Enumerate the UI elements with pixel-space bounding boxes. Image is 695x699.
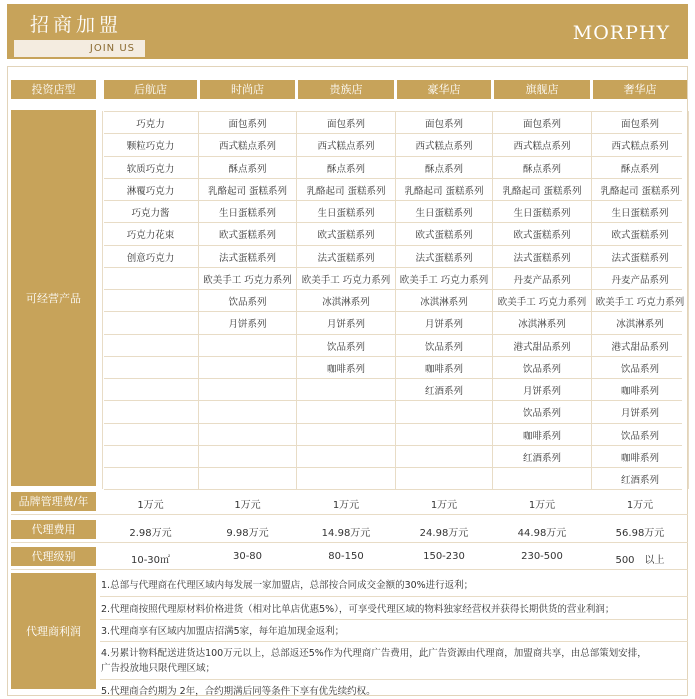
grid-line [104, 334, 682, 335]
products-label: 可经营产品 [11, 110, 96, 486]
product-item: 西式糕点系列 [317, 141, 375, 153]
grid-line [11, 514, 688, 515]
store-type-header: 时尚店 [200, 80, 295, 99]
store-type-header: 贵族店 [298, 80, 394, 99]
product-item: 咖啡系列 [522, 430, 561, 442]
product-item: 冰淇淋系列 [322, 297, 370, 308]
benefit-item: 广告投放地只限代理区域； [101, 663, 216, 674]
benefit-item: 5.代理商合约期为 2年，合约期满后同等条件下享有优先续约权。 [101, 686, 376, 697]
grid-line [395, 111, 396, 489]
product-item: 饮品系列 [620, 363, 659, 375]
grid-line [492, 111, 493, 489]
product-item: 法式蛋糕系列 [611, 252, 669, 264]
header-banner [7, 4, 688, 59]
product-item: 港式甜品系列 [611, 341, 669, 353]
agency-level-value: 500 以上 [615, 555, 665, 566]
grid-line [591, 111, 592, 489]
product-item: 丹麦产品系列 [611, 274, 669, 286]
agency-fee-value: 44.98万元 [517, 528, 567, 539]
grid-line [198, 111, 199, 489]
product-item: 酥点系列 [620, 163, 659, 175]
product-item: 冰淇淋系列 [420, 297, 468, 308]
product-item: 饮品系列 [326, 341, 365, 353]
product-item: 饮品系列 [424, 341, 463, 353]
store-type-header: 奢华店 [593, 80, 687, 99]
product-item: 欧式蛋糕系列 [513, 230, 571, 242]
product-item: 欧美手工 巧克力系列 [595, 297, 685, 308]
product-item: 生日蛋糕系列 [317, 208, 375, 219]
product-item: 巧克力花束 [126, 230, 175, 242]
product-item: 欧式蛋糕系列 [415, 230, 473, 242]
agency-fee-value: 9.98万元 [226, 528, 269, 539]
product-item: 红酒系列 [620, 475, 659, 486]
product-item: 乳酪起司 蛋糕系列 [600, 185, 680, 197]
product-item: 月饼系列 [424, 319, 463, 331]
product-item: 欧式蛋糕系列 [218, 230, 276, 242]
brand-logo: MORPHY [572, 22, 670, 44]
product-item: 淋覆巧克力 [126, 185, 175, 197]
product-item: 红酒系列 [424, 386, 463, 397]
grid-line [104, 156, 682, 157]
product-item: 面包系列 [326, 119, 365, 130]
grid-line [104, 467, 682, 468]
product-item: 乳酪起司 蛋糕系列 [207, 185, 288, 197]
header-title-cn: 招商加盟 [30, 14, 123, 36]
benefit-item: 4.另累计物料配送进货达100万元以上，总部返还5%作为代理商广告费用，此广告资源由代理商，加盟商共享，由总部策划安排， [101, 648, 647, 659]
brand-fee-value: 1万元 [234, 500, 261, 511]
product-item: 西式糕点系列 [513, 141, 571, 153]
product-item: 饮品系列 [522, 408, 561, 420]
brand-fee-value: 1万元 [528, 500, 556, 511]
grid-line [104, 200, 682, 201]
product-item: 生日蛋糕系列 [611, 208, 669, 219]
grid-line [104, 489, 682, 490]
product-item: 法式蛋糕系列 [317, 252, 375, 264]
header-title-en: JOIN US [14, 40, 145, 57]
product-item: 乳酪起司 蛋糕系列 [502, 185, 582, 197]
agency-level-value: 30-80 [232, 551, 263, 562]
product-item: 欧美手工 巧克力系列 [497, 297, 587, 308]
benefit-item: 2.代理商按照代理原材料价格进货（相对比单店优惠5%），可享受代理区域的物料独家经营权并获得长期供货的营业利润； [101, 604, 615, 615]
grid-line [104, 133, 682, 134]
product-item: 欧式蛋糕系列 [611, 230, 669, 242]
store-type-header: 后航店 [104, 80, 197, 99]
product-item: 面包系列 [620, 119, 659, 130]
agency-level-value: 230-500 [521, 551, 563, 562]
agency-level-value: 150-230 [423, 551, 465, 562]
product-item: 生日蛋糕系列 [218, 208, 276, 219]
agency-level-value: 80-150 [328, 551, 364, 562]
brand-fee-label: 品牌管理费/年 [11, 492, 96, 511]
brand-fee-value: 1万元 [430, 500, 458, 511]
product-item: 西式糕点系列 [415, 141, 473, 153]
grid-line [11, 569, 688, 570]
brand-fee-value: 1万元 [137, 500, 164, 511]
product-item: 巧克力酱 [131, 208, 170, 219]
product-item: 法式蛋糕系列 [513, 252, 571, 264]
benefit-item: 1.总部与代理商在代理区域内每发展一家加盟店，总部按合同成交金额的30%进行返利； [101, 580, 474, 591]
product-item: 咖啡系列 [620, 386, 659, 397]
grid-line [104, 445, 682, 446]
product-item: 月饼系列 [522, 386, 561, 397]
grid-line [104, 378, 682, 379]
product-item: 生日蛋糕系列 [513, 208, 571, 219]
product-item: 酥点系列 [424, 163, 463, 175]
agency-fee-value: 14.98万元 [321, 528, 371, 539]
product-item: 酥点系列 [326, 163, 365, 175]
product-item: 法式蛋糕系列 [415, 252, 473, 264]
product-item: 饮品系列 [620, 430, 659, 442]
agency-fee-label: 代理费用 [11, 520, 96, 539]
corner-label: 投资店型 [11, 80, 96, 99]
product-item: 饮品系列 [228, 297, 267, 308]
product-item: 冰淇淋系列 [616, 319, 664, 331]
product-item: 酥点系列 [228, 163, 267, 175]
grid-line [100, 641, 688, 642]
brand-fee-value: 1万元 [626, 500, 654, 511]
agency-fee-value: 24.98万元 [419, 528, 469, 539]
brand-fee-value: 1万元 [332, 500, 360, 511]
grid-line [104, 222, 682, 223]
store-type-header: 旗舰店 [494, 80, 590, 99]
benefit-item: 3.代理商享有区域内加盟店招满5家，每年追加现金返利； [101, 626, 345, 637]
grid-line [102, 111, 103, 489]
grid-line [11, 542, 688, 543]
grid-line [104, 267, 682, 268]
product-item: 月饼系列 [228, 319, 267, 331]
grid-line [104, 289, 682, 290]
product-item: 乳酪起司 蛋糕系列 [404, 185, 484, 197]
product-item: 创意巧克力 [126, 252, 175, 264]
grid-line [688, 111, 689, 489]
grid-line [104, 423, 682, 424]
product-item: 港式甜品系列 [513, 341, 571, 353]
store-type-header: 豪华店 [397, 80, 491, 99]
product-item: 欧美手工 巧克力系列 [203, 274, 292, 286]
product-item: 欧美手工 巧克力系列 [399, 274, 489, 286]
grid-line [104, 178, 682, 179]
grid-line [100, 619, 688, 620]
grid-line [100, 596, 688, 597]
grid-line [104, 245, 682, 246]
product-item: 面包系列 [424, 119, 463, 130]
product-item: 面包系列 [522, 119, 561, 130]
product-item: 咖啡系列 [326, 363, 365, 375]
product-item: 咖啡系列 [620, 452, 659, 464]
product-item: 丹麦产品系列 [513, 274, 571, 286]
product-item: 西式糕点系列 [218, 141, 276, 153]
product-item: 冰淇淋系列 [518, 319, 566, 331]
grid-line [100, 679, 688, 680]
product-item: 法式蛋糕系列 [218, 252, 276, 264]
grid-line [104, 400, 682, 401]
product-item: 颗粒巧克力 [126, 141, 175, 153]
benefits-label: 代理商利润 [11, 573, 96, 689]
product-item: 咖啡系列 [424, 363, 463, 375]
product-item: 红酒系列 [522, 452, 561, 464]
agency-fee-value: 56.98万元 [615, 528, 665, 539]
grid-line [296, 111, 297, 489]
product-item: 欧式蛋糕系列 [317, 230, 375, 242]
product-item: 月饼系列 [326, 319, 365, 331]
product-item: 饮品系列 [522, 363, 561, 375]
grid-line [104, 111, 682, 112]
product-item: 生日蛋糕系列 [415, 208, 473, 219]
product-item: 面包系列 [228, 119, 267, 130]
agency-level-label: 代理级别 [11, 547, 96, 566]
product-item: 欧美手工 巧克力系列 [301, 274, 391, 286]
product-item: 巧克力 [136, 119, 165, 130]
agency-level-value: 10-30㎡ [130, 555, 171, 566]
product-item: 软质巧克力 [126, 163, 175, 175]
product-item: 西式糕点系列 [611, 141, 669, 153]
product-item: 酥点系列 [522, 163, 561, 175]
product-item: 乳酪起司 蛋糕系列 [306, 185, 386, 197]
grid-line [104, 311, 682, 312]
product-item: 月饼系列 [620, 408, 659, 420]
grid-line [104, 356, 682, 357]
agency-fee-value: 2.98万元 [129, 528, 172, 539]
